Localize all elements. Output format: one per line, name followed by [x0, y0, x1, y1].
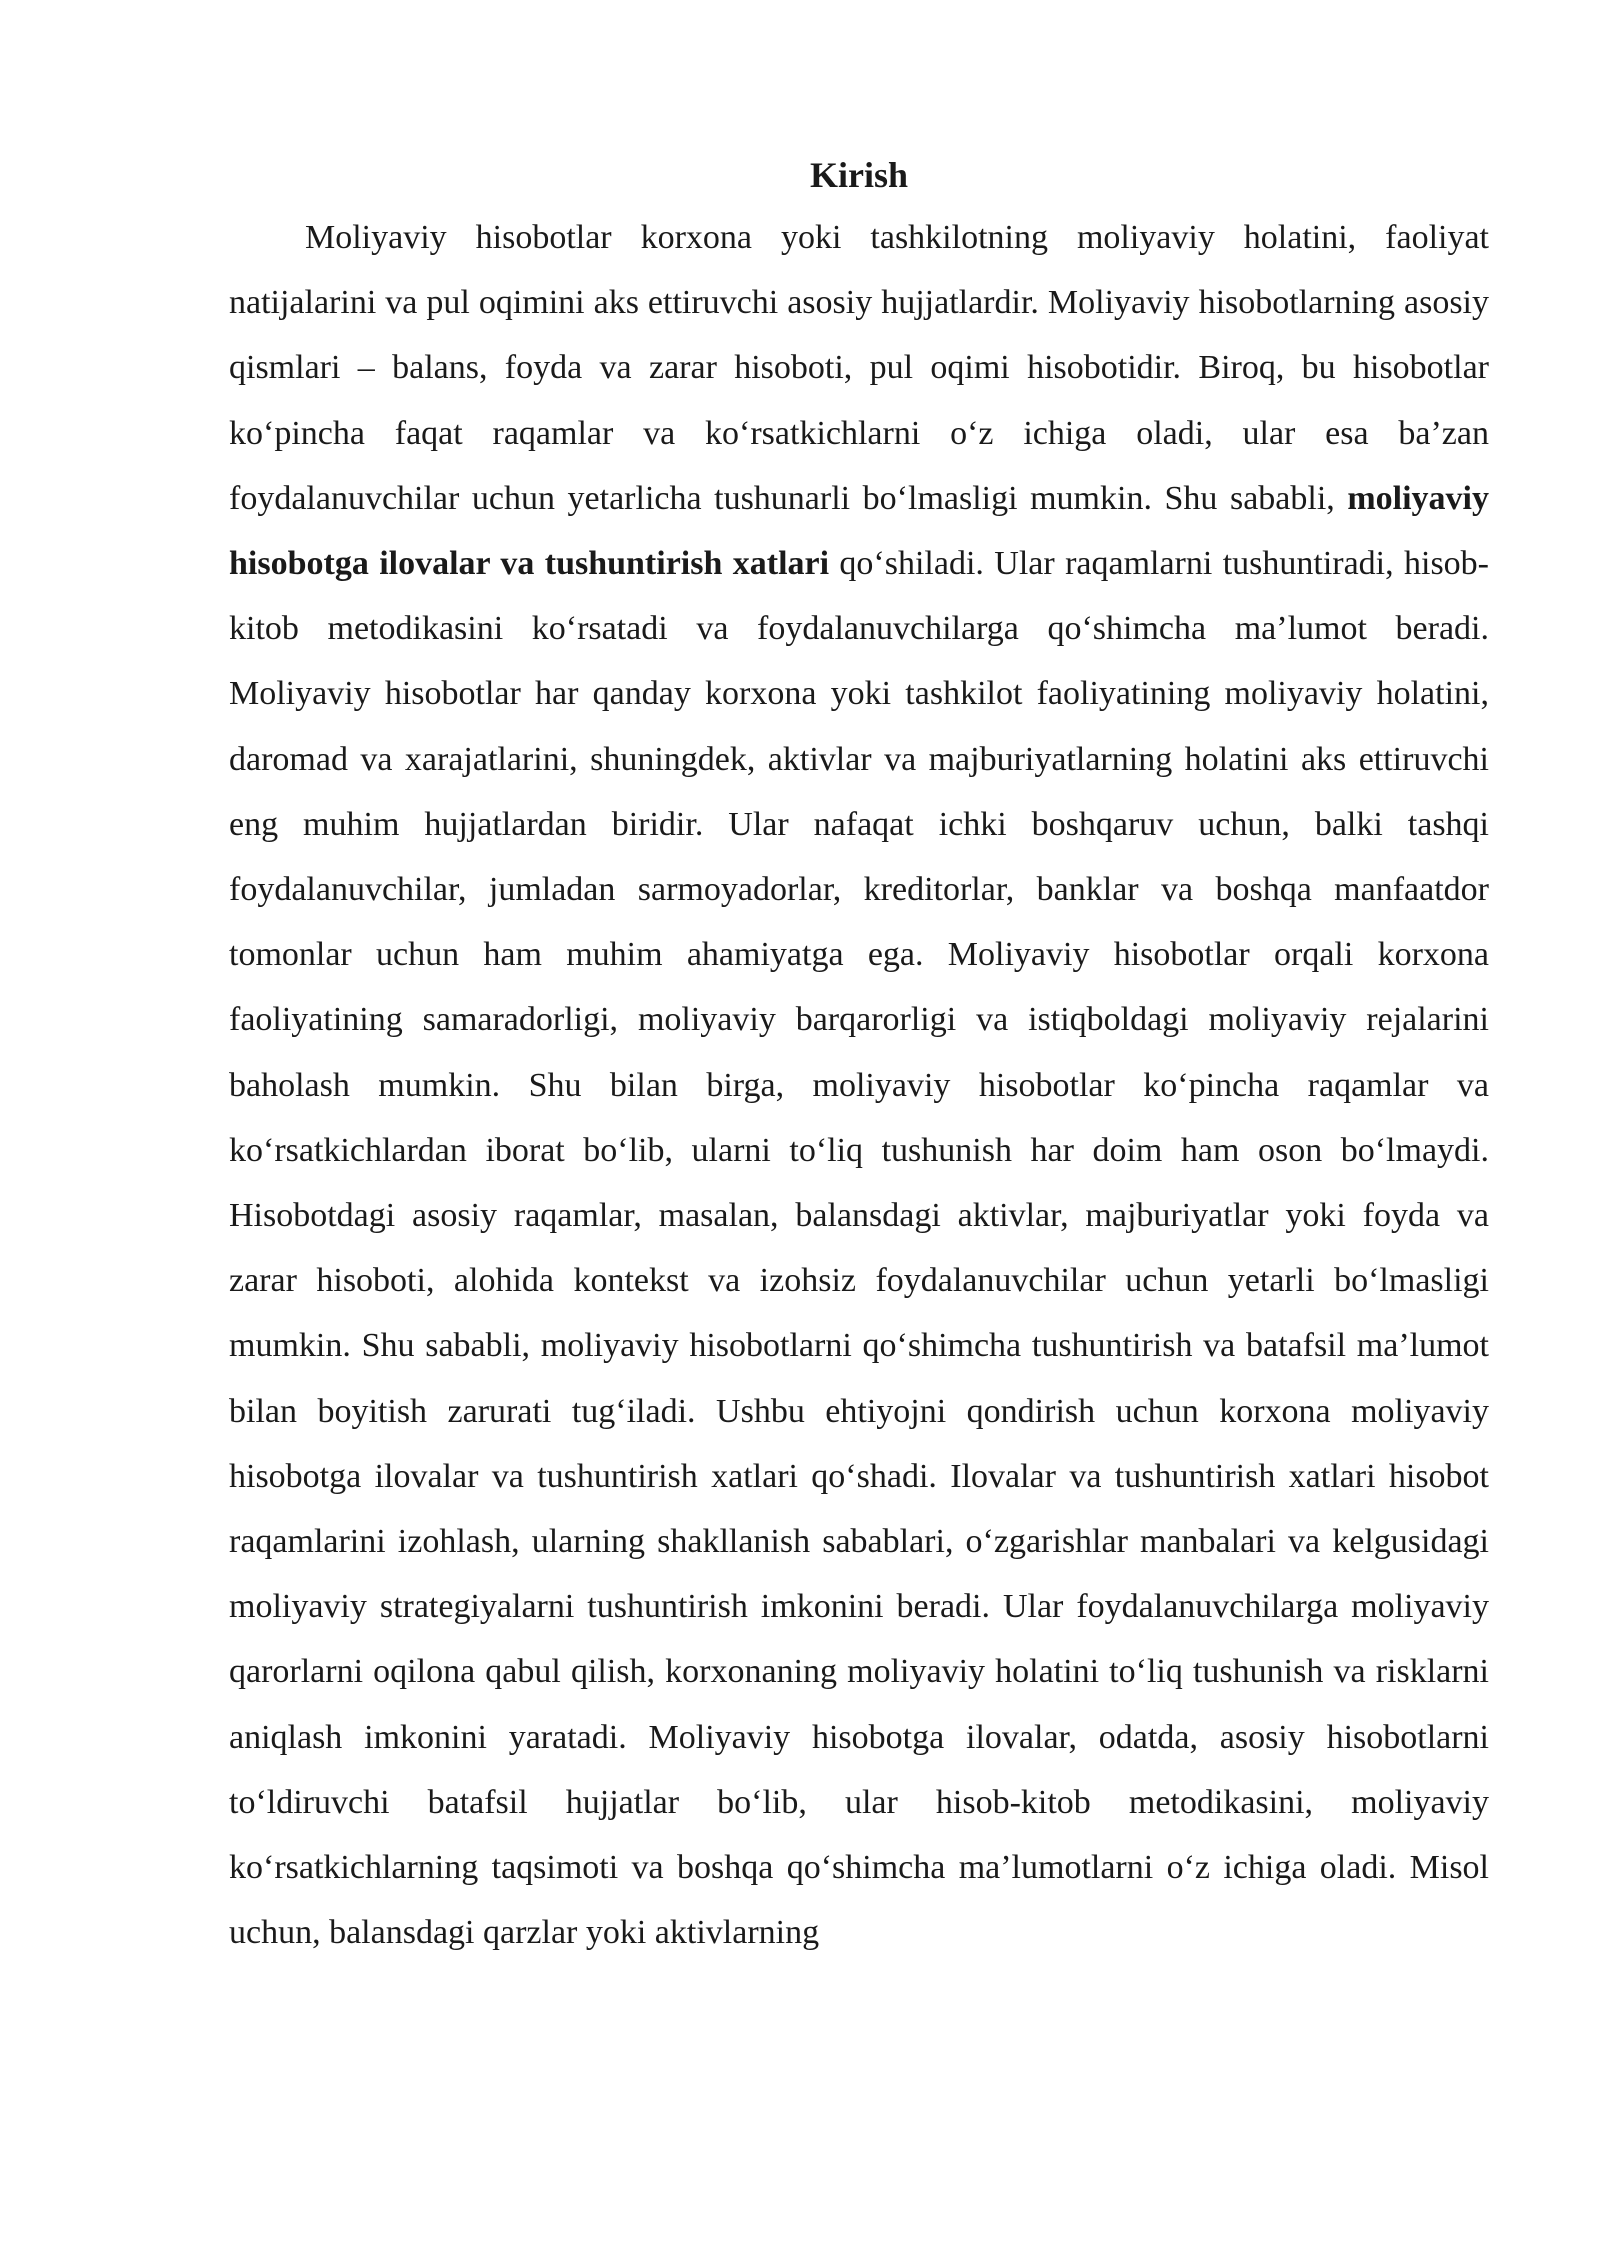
paragraph-bold-phrase: moliyaviy hisobotga ilovalar va tushuntirish xatlari: [229, 479, 1489, 583]
page-title: Kirish: [809, 155, 908, 195]
paragraph-text-part2: qo‘shiladi. Ular raqamlarni tushuntiradi, hisob-kitob metodikasini ko‘rsatadi va foydalanuvchilarga qo‘shimcha ma’lumot beradi. Moliyaviy hisobotlar har qanday korxona yoki tashkilot faoliyatining moliyaviy holatini, daromad va xarajatlarini, shuningdek, aktivlar va majburiyatlarning holatini aks ettiruvchi eng muhim hujjatlardan biridir. Ular nafaqat ichki boshqaruv uchun, balki tashqi foydalanuvchilar, jumladan sarmoyadorlar, kreditorlar, banklar va boshqa manfaatdor tomonlar uchun ham muhim ahamiyatga ega. Moliyaviy hisobotlar orqali korxona faoliyatining samaradorligi, moliyaviy barqarorligi va istiqboldagi moliyaviy rejalarini baholash mumkin. Shu bilan birga, moliyaviy hisobotlar ko‘pincha raqamlar va ko‘rsatkichlardan iborat bo‘lib, ularni to‘liq tushunish har doim ham oson bo‘lmaydi. Hisobotdagi asosiy raqamlar, masalan, balansdagi aktivlar, majburiyatlar yoki foyda va zarar hisoboti, alohida kontekst va izohsiz foydalanuvchilar uchun yetarli bo‘lmasligi mumkin. Shu sababli, moliyaviy hisobotlarni qo‘shimcha tushuntirish va batafsil ma’lumot bilan boyitish zarurati tug‘iladi. Ushbu ehtiyojni qondirish uchun korxona moliyaviy hisobotga ilovalar va tushuntirish xatlari qo‘shadi. Ilovalar va tushuntirish xatlari hisobot raqamlarini izohlash, ularning shakllanish sabablari, o‘zgarishlar manbalari va kelgusidagi moliyaviy strategiyalarni tushuntirish imkonini beradi. Ular foydalanuvchilarga moliyaviy qarorlarni oqilona qabul qilish, korxonaning moliyaviy holatini to‘liq tushunish va risklarni aniqlash imkonini yaratadi. Moliyaviy hisobotga ilovalar, odatda, asosiy hisobotlarni to‘ldiruvchi batafsil hujjatlar bo‘lib, ular hisob-kitob metodikasini, moliyaviy ko‘rsatkichlarning taqsimoti va boshqa qo‘shimcha ma’lumotlarni o‘z ichiga oladi. Misol uchun, balansdagi qarzlar yoki aktivlarning: [229, 545, 1489, 1952]
body-paragraph: [229, 205, 1489, 1965]
document-content: [229, 145, 1489, 1965]
paragraph-text-part1: Moliyaviy hisobotlar korxona yoki tashkilotning moliyaviy holatini, faoliyat natijalarini va pul oqimini aks ettiruvchi asosiy hujjatlardir. Moliyaviy hisobotlarning asosiy qismlari – balans, foyda va zarar hisoboti, pul oqimi hisobotidir. Biroq, bu hisobotlar ko‘pincha faqat raqamlar va ko‘rsatkichlarni o‘z ichiga oladi, ular esa ba’zan foydalanuvchilar uchun yetarlicha tushunarli bo‘lmasligi mumkin. Shu sababli,: [229, 219, 1489, 517]
